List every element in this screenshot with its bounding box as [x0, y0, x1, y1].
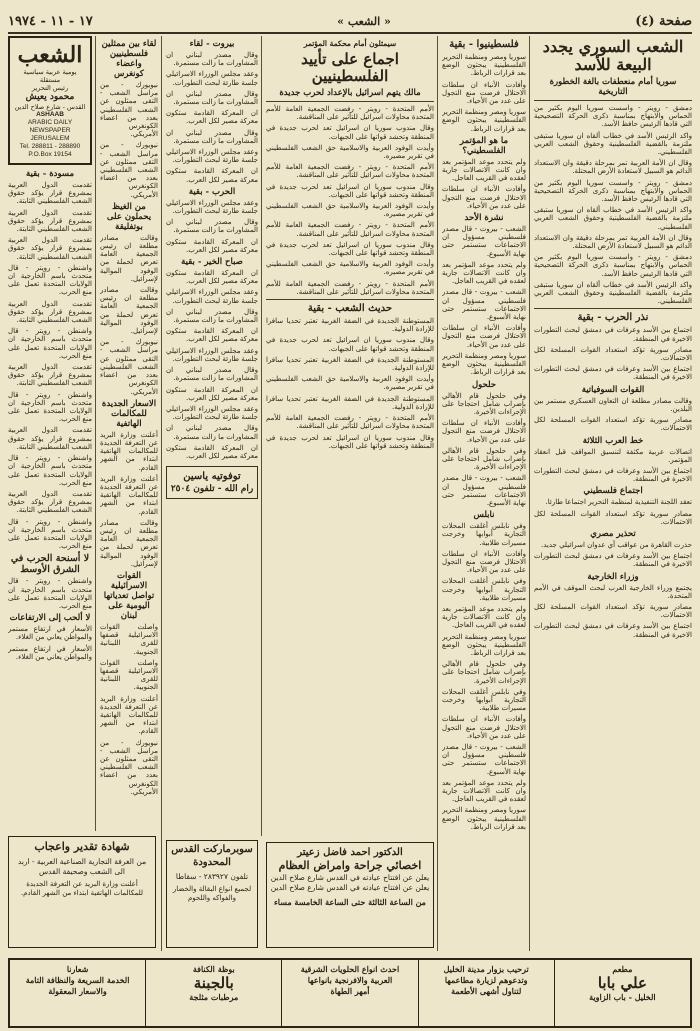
ad-line: والاسعار المعقولة: [48, 986, 107, 996]
ad-welcome: [418, 960, 554, 1026]
article-title: لقاء بين ممثلين فلسطينيين واعضاء كونغرس: [101, 39, 157, 79]
lead-paragraph: واكد الرئيس الأسد في خطاب ألقاه ان سوريا ستبقى ملتزمة بالقضية الفلسطينية وحقوق الشعب العربي الفلسطيني.: [534, 280, 692, 306]
article-paragraph: وقال مصدر لبناني ان المشاورات ما زالت مستمرة.: [166, 424, 258, 441]
doctor-ad: [266, 842, 434, 948]
article-paragraph: المستوطنة الجديدة في الضفة الغربية تعتبر تحديا سافرا للإرادة الدولية.: [266, 394, 434, 411]
article-paragraph: وقالت مصادر مطلعة ان رئيس الجمعية العامة تعرض لحملة من الوفود الموالية لإسرائيل.: [100, 286, 158, 336]
article-title: مسودة - بقية: [26, 169, 74, 179]
article-paragraph: وفي حلحول قام الأهالي بإضراب شامل احتجاجا على الإجراءات الأخيرة.: [442, 391, 526, 416]
article-paragraph: وقال مصدر لبناني ان المشاورات ما زالت مستمرة.: [166, 307, 258, 325]
lead-paragraph: واكد الرئيس الأسد في خطاب ألقاه ان سوريا ستبقى ملتزمة بالقضية الفلسطينية وحقوق الشعب العربي الفلسطيني.: [534, 206, 692, 231]
supermarket-text: لجميع انواع البقالة والخضار والفواكه واللحوم: [172, 885, 252, 902]
article-paragraph: وأفادت الأنباء ان سلطات الاحتلال فرضت منع التجول على عدد من الأحياء.: [442, 419, 526, 444]
subsection-text: مصادر سورية تؤكد استعداد القوات المسلحة لكل الاحتمالات.: [534, 602, 692, 620]
article-paragraph: وعقد مجلس الوزراء الاسرائيلي جلسة طارئة لبحث التطورات.: [166, 404, 258, 422]
article-paragraph: وعقد مجلس الوزراء الاسرائيلي جلسة طارئة لبحث التطورات.: [166, 70, 258, 87]
article-paragraph: تقدمت الدول العربية بمشروع قرار يؤكد حقوق الشعب الفلسطيني الثابتة.: [8, 426, 92, 451]
article-title: فلسطينيوا - بقية: [449, 39, 519, 50]
article-paragraph: أعلنت وزارة البريد عن التعرفة الجديدة للمكالمات الهاتفية ابتداء من الشهر القادم.: [100, 430, 158, 472]
subsection-title: تحذير مصري: [590, 528, 636, 539]
supermarket-ad: [166, 840, 258, 948]
article-paragraph: واشنطن - رويتر - قال متحدث باسم الخارجية ان الولايات المتحدة تعمل على منع الحرب.: [8, 454, 92, 487]
article-paragraph: وقال مصدر لبناني ان المشاورات ما زالت مستمرة.: [166, 51, 258, 68]
subsection-title: خط العرب الثلاثة: [582, 435, 644, 446]
paper-phone-en: Tel. 288811 - 288890: [19, 143, 81, 150]
article-paragraph: وقالت مصادر مطلعة ان رئيس الجمعية العامة تعرض لحملة من الوفود الموالية لإسرائيل.: [100, 233, 158, 283]
article-paragraph: تقدمت الدول العربية بمشروع قرار يؤكد حقوق الشعب الفلسطيني الثابتة.: [8, 489, 92, 515]
article-paragraph: الأمم المتحدة - رويتر - رفضت الجمعية العامة للأمم المتحدة محاولات اسرائيل للتأثير على المناقشة.: [266, 163, 434, 180]
article-paragraph: ان المعركة القادمة ستكون معركة مصير لكل العرب.: [166, 269, 258, 286]
article-paragraph: الشعب - بيروت - قال مصدر فلسطيني مسؤول ان الاجتماعات ستستمر حتى نهاية الأسبوع.: [442, 288, 526, 322]
lead-paragraph: دمشق - رويتر - واسست سوريا اليوم بكثير من الحماس والابتهاج بمناسبة ذكرى الحركة التصحيحية التي قادها الرئيس حافظ الأسد.: [534, 178, 692, 204]
article-paragraph: نيويورك - من مراسل الشعب - التقى ممثلون عن الشعب الفلسطيني بعدد من اعضاء الكونغرس الأمريكي.: [100, 141, 158, 199]
column-right: [534, 36, 692, 951]
doctor-ad-text: يعلن عن افتتاح عيادته في القدس شارع صلاح الدين: [270, 873, 430, 882]
article-paragraph: وقال مندوب سوريا ان اسرائيل تعد لحرب جديدة في المنطقة وتحشد قواتها على الجبهات.: [266, 433, 434, 450]
paper-logo: الشعب: [17, 42, 83, 68]
article-paragraph: وقال مصدر لبناني ان المشاورات ما زالت مستمرة.: [166, 128, 258, 145]
article-paragraph: وفي حلحول قام الأهالي بإضراب شامل احتجاجا على الإجراءات الأخيرة.: [442, 446, 526, 472]
lead-kicker: سيمثلون أمام محكمة المؤتمر: [303, 39, 397, 48]
article-paragraph: الأمم المتحدة - رويتر - رفضت الجمعية العامة للأمم المتحدة محاولات اسرائيل للتأثير على المناقشة.: [266, 105, 434, 122]
article-title: الاسعار الجديدة للمكالمات الهاتفية: [101, 398, 157, 429]
article-paragraph: ان المعركة القادمة ستكون معركة مصير لكل العرب.: [166, 327, 258, 344]
column-divider: [261, 36, 262, 836]
subsection-text: اجتماع بين الأسد وعرفات في دمشق لبحث التطورات الاخيرة في المنطقة.: [534, 622, 692, 639]
issue-date: ١٧ - ١١ - ١٩٧٤: [8, 13, 93, 29]
article-paragraph: وقالت مصادر مطلعة ان رئيس الجمعية العامة تعرض لحملة من الوفود الموالية لإسرائيل.: [100, 518, 158, 568]
lead-paragraph: واكد الرئيس الأسد في خطاب ألقاه ان سوريا ستبقى ملتزمة بالقضية الفلسطينية وحقوق الشعب العربي الفلسطيني.: [534, 131, 692, 157]
article-paragraph: الشعب - بيروت - قال مصدر فلسطيني مسؤول ان الاجتماعات ستستمر حتى نهاية الأسبوع.: [442, 225, 526, 258]
notice-text: رام الله - تلفون ٢٥٠٤: [170, 484, 254, 495]
article-paragraph: وأفادت الأنباء ان سلطات الاحتلال فرضت منع التجول على عدد من الأحياء.: [442, 549, 526, 575]
ad-line: الخدمة السريعة والنظافة التامة: [25, 975, 130, 985]
article-title: بيروت - لقاء: [189, 39, 235, 49]
subsection-text: اتصالات عربية مكثفة لتنسيق المواقف قبل انعقاد المؤتمر.: [534, 447, 692, 464]
article-paragraph: سوريا ومصر ومنظمة التحرير الفلسطينية يبحثون الوضع بعد قرارات الرباط.: [442, 632, 526, 657]
article-title: ما هو المؤتمر الفلسطيني؟: [459, 135, 509, 156]
article-paragraph: وفي حلحول قام الأهالي بإضراب شامل احتجاجا على الإجراءات الأخيرة.: [442, 660, 526, 685]
subsection-text: يجتمع وزراء الخارجية العرب لبحث الموقف في الأمم المتحدة.: [534, 583, 692, 600]
masthead: [8, 36, 92, 165]
article-title: حديث الشعب - بقية: [307, 303, 393, 315]
article-paragraph: وعقد مجلس الوزراء الاسرائيلي جلسة طارئة لبحث التطورات.: [166, 198, 258, 216]
subsection-text: تعقد اللجنة التنفيذية لمنظمة التحرير اجتماعا طارئا.: [545, 498, 692, 507]
article-paragraph: تقدمت الدول العربية بمشروع قرار يؤكد حقوق الشعب الفلسطيني الثابتة.: [8, 181, 92, 206]
ad-line: لتناول أشهى الأطعمة: [451, 986, 522, 996]
subsection-text: مصادر سورية تؤكد استعداد القوات المسلحة لكل الاحتمالات.: [534, 416, 692, 433]
article-paragraph: تقدمت الدول العربية بمشروع قرار يؤكد حقوق الشعب الفلسطيني الثابتة.: [8, 363, 92, 388]
ad-line: شعارنا: [66, 964, 89, 974]
article-paragraph: الأمم المتحدة - رويتر - رفضت الجمعية العامة للأمم المتحدة محاولات اسرائيل للتأثير على المناقشة.: [266, 279, 434, 296]
article-paragraph: اجتماع بين الأسد وعرفات في دمشق لبحث التطورات الاخيرة في المنطقة.: [534, 365, 692, 382]
article-paragraph: ولم يتحدد موعد المؤتمر بعد وان كانت الاتصالات جارية لعقده في القريب العاجل.: [442, 778, 526, 804]
ad-line: أمهر الطهاة: [330, 986, 370, 996]
subsection-text: حذرت القاهرة من عواقب أي عدوان اسرائيلي جديد.: [541, 540, 692, 549]
article-title: لا أسنحة الحرب في الشرق الأوسط: [10, 553, 90, 576]
ad-line: بالجبنة: [193, 974, 234, 992]
article-paragraph: وفي نابلس أغلقت المحلات التجارية أبوابها وخرجت مسيرات طلابية.: [442, 577, 526, 602]
article-paragraph: تقدمت الدول العربية بمشروع قرار يؤكد حقوق الشعب الفلسطيني الثابتة.: [8, 208, 92, 234]
article-paragraph: وقال مندوب سوريا ان اسرائيل تعد لحرب جديدة في المنطقة وتحشد قواتها على الجبهات.: [266, 124, 434, 141]
article-title: حلحول: [471, 379, 497, 390]
column-4: [166, 36, 258, 836]
article-paragraph: المستوطنة الجديدة في الضفة الغربية تعتبر تحديا سافرا للإرادة الدولية.: [266, 317, 434, 334]
article-paragraph: ان المعركة القادمة ستكون معركة مصير لكل العرب.: [166, 167, 258, 184]
ad-line: مرطبات مثلجة: [189, 992, 239, 1002]
article-paragraph: واشنطن - رويتر - قال متحدث باسم الخارجية ان الولايات المتحدة تعمل على منع الحرب.: [8, 577, 92, 610]
article-paragraph: وقال مصدر لبناني ان المشاورات ما زالت مستمرة.: [166, 89, 258, 107]
article-paragraph: ان المعركة القادمة ستكون معركة مصير لكل العرب.: [166, 443, 258, 460]
article-title: من الغيظ يحملون على بوتفليقة: [106, 201, 152, 232]
article-paragraph: المستوطنة الجديدة في الضفة الغربية تعتبر تحديا سافرا للإرادة الدولية.: [266, 355, 434, 373]
subsection-text: اجتماع بين الأسد وعرفات في دمشق لبحث التطورات الاخيرة في المنطقة.: [534, 552, 692, 569]
article-paragraph: واشنطن - رويتر - قال متحدث باسم الخارجية ان الولايات المتحدة تعمل على منع الحرب.: [8, 263, 92, 297]
article-paragraph: أعلنت وزارة البريد عن التعرفة الجديدة للمكالمات الهاتفية ابتداء من الشهر القادم.: [100, 694, 158, 736]
article-title: نشرة الأحد: [464, 213, 504, 224]
column-divider: [529, 36, 530, 951]
main-subhead: مالك يتهم اسرائيل بالإعداد لحرب جديدة: [279, 88, 421, 98]
article-paragraph: الشعب - بيروت - قال مصدر فلسطيني مسؤول ان الاجتماعات ستستمر حتى نهاية الأسبوع.: [442, 474, 526, 507]
ad-line: بوظة الكنافة: [192, 964, 235, 974]
article-paragraph: واصلت القوات الاسرائيلية قصفها للقرى اللبنانية الجنوبية.: [100, 622, 158, 656]
paper-desc-en: ARABIC DAILY NEWSPAPER: [27, 119, 73, 134]
article-paragraph: وقال مصدر لبناني ان المشاورات ما زالت مستمرة.: [166, 218, 258, 235]
paper-name: « الشعب »: [337, 14, 391, 28]
article-paragraph: وأفادت الأنباء ان سلطات الاحتلال فرضت منع التجول على عدد من الأحياء.: [442, 185, 526, 210]
article-paragraph: الأمم المتحدة - رويتر - رفضت الجمعية العامة للأمم المتحدة محاولات اسرائيل للتأثير على المناقشة.: [266, 414, 434, 431]
article-paragraph: تقدمت الدول العربية بمشروع قرار يؤكد حقوق الشعب الفلسطيني الثابتة.: [8, 236, 92, 261]
article-paragraph: واشنطن - رويتر - قال متحدث باسم الخارجية ان الولايات المتحدة تعمل على منع الحرب.: [8, 390, 92, 424]
article-paragraph: مصادر سورية تؤكد استعداد القوات المسلحة لكل الاحتمالات.: [534, 345, 692, 363]
article-paragraph: وقال مندوب سوريا ان اسرائيل تعد لحرب جديدة في المنطقة وتحشد قواتها على الجبهات.: [266, 240, 434, 258]
article-paragraph: الأسعار في ارتفاع مستمر والمواطن يعاني من الغلاء.: [8, 625, 92, 642]
ad-line: علي بابا: [597, 974, 647, 992]
notice-box: [166, 466, 258, 499]
doctor-ad-text: يعلن عن افتتاح عيادته في القدس شارع صلاح الدين: [270, 883, 430, 892]
lead-paragraph: دمشق - رويتر - واسست سوريا اليوم بكثير من الحماس والابتهاج بمناسبة ذكرى الحركة التصحيحية التي قادها الرئيس حافظ الأسد.: [534, 104, 692, 129]
lead-paragraph: وقال ان الأمة العربية تمر بمرحلة دقيقة وان الاستعداد الدائم هو السبيل لاستعادة الأرض المحتلة.: [534, 233, 692, 251]
article-title: صباح الخير - بقية: [181, 257, 243, 268]
article-paragraph: الأمم المتحدة - رويتر - رفضت الجمعية العامة للأمم المتحدة محاولات اسرائيل للتأثير على المناقشة.: [266, 221, 434, 238]
paper-city-en: JERUSALEM: [30, 135, 70, 142]
editor-label: رئيس التحرير: [31, 84, 69, 92]
article-paragraph: سوريا ومصر ومنظمة التحرير الفلسطينية يبحثون الوضع بعد قرارات الرباط.: [442, 351, 526, 377]
subsection-title: اجتماع فلسطيني: [583, 486, 643, 497]
article-paragraph: وفي نابلس أغلقت المحلات التجارية أبوابها وخرجت مسيرات طلابية.: [442, 687, 526, 713]
article-paragraph: ولم يتحدد موعد المؤتمر بعد وان كانت الاتصالات جارية لعقده في القريب العاجل.: [442, 157, 526, 183]
column-divider: [437, 36, 438, 951]
article-paragraph: ان المعركة القادمة ستكون معركة مصير لكل العرب.: [166, 237, 258, 254]
paper-pobox-en: P.O.Box 19154: [28, 151, 72, 158]
subsection-text: وقالت مصادر مطلعة ان التعاون العسكري مستمر بين البلدين.: [534, 396, 692, 413]
ad-restaurant: [554, 960, 690, 1026]
ad-sweets: [281, 960, 417, 1026]
appreciation-notice: [8, 836, 156, 948]
article-paragraph: وأيدت الوفود العربية والاسلامية حق الشعب الفلسطيني في تقرير مصيره.: [266, 260, 434, 277]
article-paragraph: ولم يتحدد موعد المؤتمر بعد وان كانت الاتصالات جارية لعقده في القريب العاجل.: [442, 604, 526, 630]
column-5: [100, 36, 158, 841]
subsection-title: القوات السوفياتية: [581, 384, 645, 395]
paper-tagline: يومية عربية سياسية مستقلة: [23, 68, 77, 84]
column-3: [266, 36, 434, 581]
article-paragraph: نيويورك - من مراسل الشعب - التقى ممثلون عن الشعب الفلسطيني بعدد من اعضاء الكونغرس الأمريكي.: [100, 738, 158, 796]
article-paragraph: واصلت القوات الاسرائيلية قصفها للقرى اللبنانية الجنوبية.: [100, 658, 158, 692]
article-title: القوات الاسرائيلية تواصل تعدياتها اليومية على لبنان: [103, 570, 155, 621]
article-paragraph: نيويورك - من مراسل الشعب - التقى ممثلون عن الشعب الفلسطيني بعدد من اعضاء الكونغرس الأمريكي.: [100, 338, 158, 396]
column-divider: [161, 36, 162, 951]
main-headline: اجماع على تأييد الفلسطينيين: [301, 50, 399, 85]
doctor-name: الدكتور احمد فاضل زعيتر: [297, 847, 403, 858]
article-paragraph: وعقد مجلس الوزراء الاسرائيلي جلسة طارئة لبحث التطورات.: [166, 148, 258, 165]
column-divider: [95, 36, 96, 831]
appreciation-text: أعلنت وزارة البريد عن التعرفة الجديدة للمكالمات الهاتفية ابتداء من الشهر القادم.: [20, 880, 144, 897]
page-number: صفحة (٤): [635, 13, 692, 29]
article-paragraph: ان المعركة القادمة ستكون معركة مصير لكل العرب.: [166, 109, 258, 126]
ad-kunafa: [145, 960, 281, 1026]
article-paragraph: وقال مصدر لبناني ان المشاورات ما زالت مستمرة.: [166, 366, 258, 383]
lead-paragraph: دمشق - رويتر - واسست سوريا اليوم بكثير من الحماس والابتهاج بمناسبة ذكرى الحركة التصحيحية التي قادها الرئيس حافظ الأسد.: [534, 253, 692, 278]
bottom-ad-strip: [8, 958, 692, 1028]
article-paragraph: تقدمت الدول العربية بمشروع قرار يؤكد حقوق الشعب الفلسطيني الثابتة.: [8, 299, 92, 325]
section-title: نذر الحرب - بقية: [577, 312, 649, 324]
article-paragraph: سوريا ومصر ومنظمة التحرير الفلسطينية يبحثون الوضع بعد قرارات الرباط.: [442, 108, 526, 133]
column-2: [442, 36, 526, 951]
article-paragraph: سوريا ومصر ومنظمة التحرير الفلسطينية يبحثون الوضع بعد قرارات الرباط.: [442, 806, 526, 831]
page-header: [8, 10, 692, 34]
article-paragraph: اجتماع بين الأسد وعرفات في دمشق لبحث التطورات الاخيرة في المنطقة.: [534, 326, 692, 343]
editor-name: محمود يعيش: [25, 92, 75, 102]
doctor-specialty: اخصائي جراحة وامراض العظام: [278, 859, 422, 872]
ad-line: احدث انواع الحلويات الشرقية: [300, 964, 400, 974]
lead-headline: الشعب السوري يجدد البيعة للأسد: [542, 37, 684, 74]
supermarket-name: سوبرماركت القدس المحدودة: [171, 844, 253, 868]
article-paragraph: وأفادت الأنباء ان سلطات الاحتلال فرضت منع التجول على عدد من الأحياء.: [442, 715, 526, 740]
lead-subhead: سوريا أمام منعطفات بالغة الخطورة التاريخية: [549, 77, 677, 97]
article-paragraph: واشنطن - رويتر - قال متحدث باسم الخارجية ان الولايات المتحدة تعمل على منع الحرب.: [8, 327, 92, 360]
article-paragraph: سوريا ومصر ومنظمة التحرير الفلسطينية يبحثون الوضع بعد قرارات الرباط.: [442, 53, 526, 78]
ad-line: مطعم: [612, 964, 633, 974]
article-paragraph: وأفادت الأنباء ان سلطات الاحتلال فرضت منع التجول على عدد من الأحياء.: [442, 80, 526, 106]
subsection-text: اجتماع بين الأسد وعرفات في دمشق لبحث التطورات الاخيرة في المنطقة.: [534, 466, 692, 484]
article-paragraph: وأيدت الوفود العربية والاسلامية حق الشعب الفلسطيني في تقرير مصيره.: [266, 375, 434, 392]
article-paragraph: نيويورك - من مراسل الشعب - التقى ممثلون عن الشعب الفلسطيني بعدد من اعضاء الكونغرس الأمريكي.: [100, 81, 158, 139]
ad-line: ترحيب بزوار مدينة الخليل: [443, 964, 529, 974]
article-title: الحرب - بقية: [188, 186, 236, 197]
article-paragraph: الشعب - بيروت - قال مصدر فلسطيني مسؤول ان الاجتماعات ستستمر حتى نهاية الأسبوع.: [442, 743, 526, 776]
article-title: لا ألحب إلى الارتفاعات: [9, 613, 91, 624]
article-paragraph: واشنطن - رويتر - قال متحدث باسم الخارجية ان الولايات المتحدة تعمل على منع الحرب.: [8, 517, 92, 551]
article-paragraph: أعلنت وزارة البريد عن التعرفة الجديدة للمكالمات الهاتفية ابتداء من الشهر القادم.: [100, 474, 158, 516]
article-paragraph: وقال مندوب سوريا ان اسرائيل تعد لحرب جديدة في المنطقة وتحشد قواتها على الجبهات.: [266, 182, 434, 199]
doctor-hours: من الساعة الثالثة حتى الساعة الخامسة مساء: [274, 897, 426, 907]
supermarket-phone: تلفون ٢٨٣٩٢٧ - سقاطا: [175, 872, 249, 881]
ad-slogan: [10, 960, 145, 1026]
paper-name-en: ASHAAB: [36, 111, 64, 118]
article-paragraph: وفي نابلس أغلقت المحلات التجارية أبوابها وخرجت مسيرات طلابية.: [442, 522, 526, 547]
article-paragraph: وعقد مجلس الوزراء الاسرائيلي جلسة طارئة لبحث التطورات.: [166, 346, 258, 363]
article-paragraph: وأيدت الوفود العربية والاسلامية حق الشعب الفلسطيني في تقرير مصيره.: [266, 143, 434, 161]
article-paragraph: وأيدت الوفود العربية والاسلامية حق الشعب الفلسطيني في تقرير مصيره.: [266, 202, 434, 219]
paper-address: القدس - شارع صلاح الدين: [14, 103, 86, 111]
subsection-text: مصادر سورية تؤكد استعداد القوات المسلحة لكل الاحتمالات.: [534, 509, 692, 526]
article-paragraph: وعقد مجلس الوزراء الاسرائيلي جلسة طارئة لبحث التطورات.: [166, 288, 258, 305]
lead-paragraph: وقال ان الأمة العربية تمر بمرحلة دقيقة وان الاستعداد الدائم هو السبيل لاستعادة الأرض المحتلة.: [534, 159, 692, 176]
article-paragraph: الأسعار في ارتفاع مستمر والمواطن يعاني من الغلاء.: [8, 644, 92, 661]
article-paragraph: ولم يتحدد موعد المؤتمر بعد وان كانت الاتصالات جارية لعقده في القريب العاجل.: [442, 260, 526, 286]
notice-title: توفوتيه ياسين: [183, 471, 241, 483]
ad-line: العربية والافرنجية بانواعها: [307, 975, 393, 985]
article-paragraph: ان المعركة القادمة ستكون معركة مصير لكل العرب.: [166, 385, 258, 402]
article-title: نابلس: [473, 510, 495, 521]
column-left: [8, 36, 92, 831]
subsection-title: وزراء الخارجية: [587, 571, 639, 582]
appreciation-text: من الغرفة التجارية الصناعية العربية - اربد الى الشعب وصحيفة القدس: [17, 857, 147, 876]
article-paragraph: وقال مندوب سوريا ان اسرائيل تعد لحرب جديدة في المنطقة وتحشد قواتها على الجبهات.: [266, 336, 434, 353]
article-paragraph: وأفادت الأنباء ان سلطات الاحتلال فرضت منع التجول على عدد من الأحياء.: [442, 324, 526, 349]
ad-line: وتدعوهم لزيارة مطاعمها: [444, 975, 528, 985]
ad-line: الخليل - باب الزاوية: [589, 992, 656, 1002]
appreciation-title: شهادة تقدير واعجاب: [34, 840, 130, 853]
